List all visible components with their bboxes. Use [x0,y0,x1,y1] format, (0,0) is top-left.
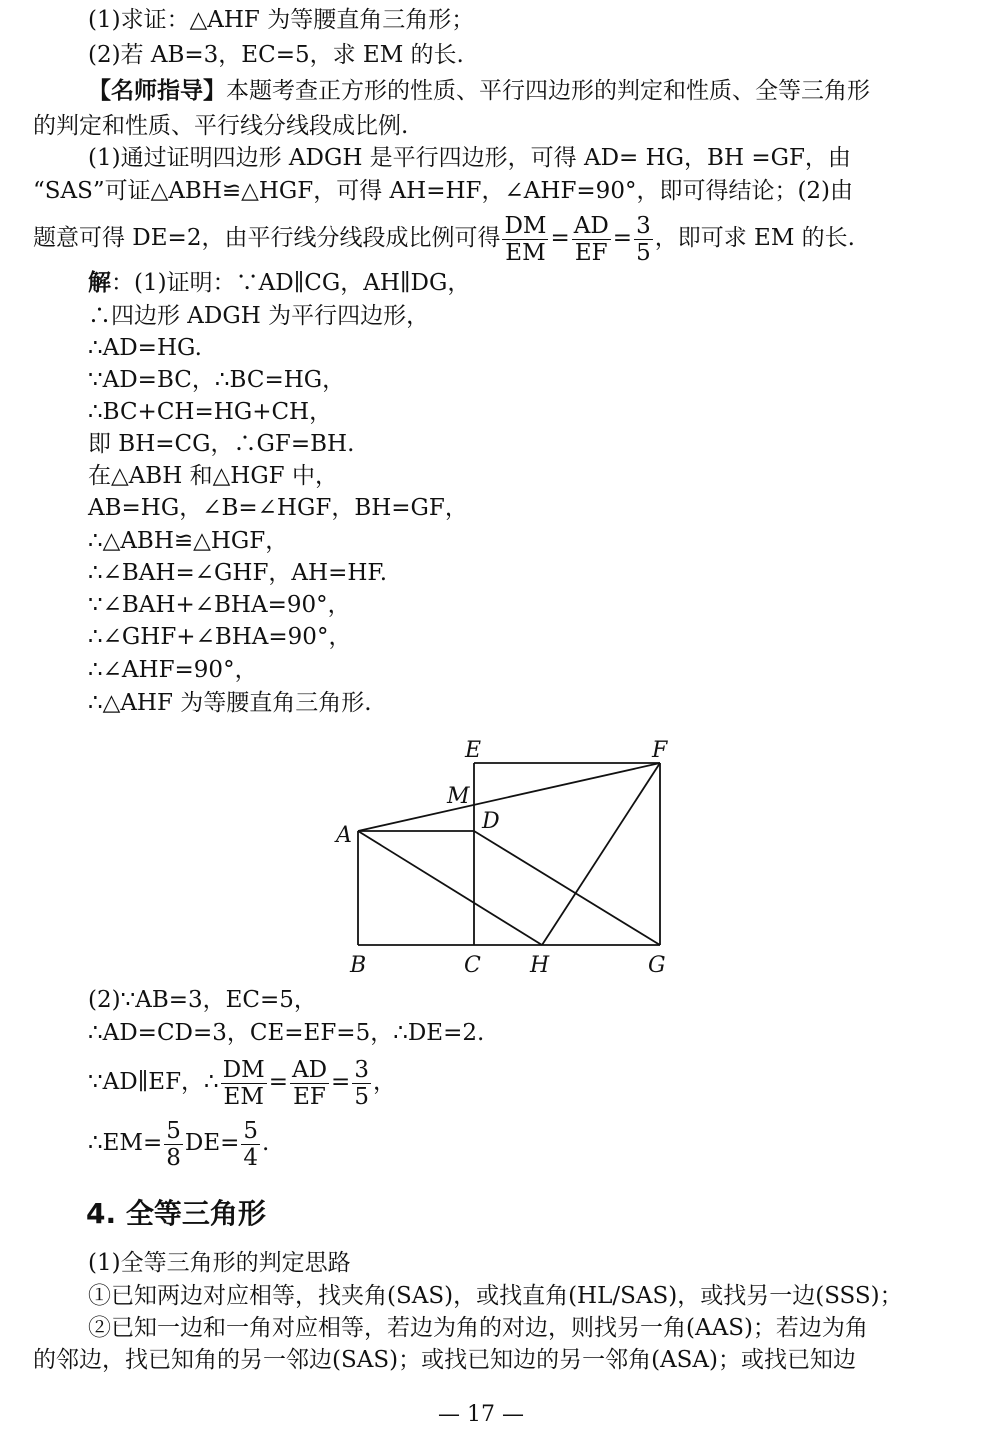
solution-line: ∴∠GHF+∠BHA=90°， [88,624,352,650]
fraction-numerator: 5 [243,1117,259,1144]
solution-line: ∴AD=HG. [88,335,202,361]
fraction-numerator: 3 [354,1056,369,1083]
section-item1: ①已知两边对应相等，找夹角(SAS)，或找直角(HL/SAS)，或找另一边(SSS)； [88,1283,903,1309]
label-d: D [482,809,500,834]
section-item2-line2: 的邻边，找已知角的另一邻边(SAS)；或找已知边的另一邻角(ASA)；或找已知边 [33,1347,856,1373]
label-f: F [652,738,668,763]
solution-line: ∵AD=BC，∴BC=HG， [88,367,346,393]
fraction-denominator: 4 [243,1144,259,1171]
solution-label: 解 [88,270,111,296]
solution-line: ∴四边形 ADGH 为平行四边形， [88,303,430,329]
part2-line4-prefix: ∴EM= [88,1130,163,1156]
label-g: G [648,953,666,978]
label-m: M [447,784,470,809]
fraction-3-5 [352,1057,371,1110]
guide-line4: “SAS”可证△ABH≌△HGF，可得 AH=HF，∠AHF=90°，即可得结论；(2)由 [33,178,854,204]
guide-line3: (1)通过证明四边形 ADGH 是平行四边形，可得 AD= HG，BH =GF，由 [88,145,851,171]
segment-af [358,763,660,831]
guide-line2: 的判定和性质、平行线分线段成比例. [33,113,409,139]
part2-line3: ∵AD∥EF，∴ $\frac{DM}{EM}$ = $\frac{AD}{EF}$ = $\frac{3}{5}$ ， [88,1056,396,1110]
part2-line3-suffix: ， [372,1069,396,1095]
solution-line: ∴△ABH≌△HGF， [88,528,289,554]
solution-line: ∴BC+CH=HG+CH， [88,399,333,425]
label-b: B [350,953,367,978]
part2-line3-prefix: ∵AD∥EF，∴ [88,1069,219,1095]
solution-line: ∴∠AHF=90°， [88,657,258,683]
fraction-denominator: EF [293,1083,326,1110]
solution-line: 在△ABH 和△HGF 中， [88,463,338,489]
fraction-numerator: DM [504,212,547,239]
solution-line: 即 BH=CG，∴GF=BH. [88,431,355,457]
segment-dg [474,831,660,945]
fraction-denominator: 5 [354,1083,369,1110]
guide-line1-text: 本题考查正方形的性质、平行四边形的判定和性质、全等三角形 [226,78,870,104]
fraction-ad-ef [290,1057,329,1110]
section-item2-line1: ②已知一边和一角对应相等，若边为角的对边，则找另一角(AAS)；若边为角 [88,1315,868,1341]
solution-first-text: ：(1)证明：∵AD∥CG，AH∥DG， [111,270,471,296]
fraction-numerator: 5 [166,1117,181,1144]
section-sub1: (1)全等三角形的判定思路 [88,1250,351,1276]
part2-line4-suffix: . [262,1130,270,1156]
fraction-numerator: DM [222,1056,265,1083]
label-a: A [336,823,352,848]
section-heading: 4. 全等三角形 [86,1197,266,1230]
fraction-denominator: 5 [636,239,651,266]
fraction-denominator: EM [223,1083,264,1110]
fraction-5-4 [241,1118,260,1171]
fraction-5-8 [164,1118,183,1171]
problem-part1: (1)求证：△AHF 为等腰直角三角形； [88,7,475,33]
part2-line2: ∴AD=CD=3，CE=EF=5，∴DE=2. [88,1020,485,1046]
problem-part2: (2)若 AB=3，EC=5，求 EM 的长. [88,42,464,68]
label-h: H [530,953,550,978]
solution-line: ∴∠BAH=∠GHF，AH=HF. [88,560,388,586]
solution-line: ∴△AHF 为等腰直角三角形. [88,690,372,716]
guide-label: 【名师指导】 [88,78,226,104]
segment-hf [542,763,660,945]
label-e: E [465,738,482,763]
segment-ah [358,831,542,945]
solution-line: ∵∠BAH+∠BHA=90°， [88,592,351,618]
fraction-numerator: AD [573,212,609,239]
label-c: C [464,953,481,978]
guide-line5: 题意可得 DE=2，由平行线分线段成比例可得 $\frac{DM}{EM}$ = $\frac{AD}{EF}$ = $\frac{3}{5}$ ，即可求 EM 的长. [33,212,855,266]
page-number: — 17 — [438,1402,524,1427]
solution-line: AB=HG，∠B=∠HGF，BH=GF， [88,495,468,521]
fraction-dm-em [221,1057,267,1110]
fraction-denominator: EM [505,239,546,266]
fraction-denominator: EF [574,239,608,266]
guide-line5-suffix: ，即可求 EM 的长. [654,225,855,251]
fraction-numerator: 3 [636,212,651,239]
part2-line1: (2)∵AB=3，EC=5， [88,987,317,1013]
part2-line4 [88,1113,269,1173]
fraction-numerator: AD [291,1056,328,1083]
part2-line4-mid: DE= [184,1130,240,1156]
guide-line5-prefix: 题意可得 DE=2，由平行线分线段成比例可得 [33,225,501,251]
fraction-denominator: 8 [166,1144,181,1171]
